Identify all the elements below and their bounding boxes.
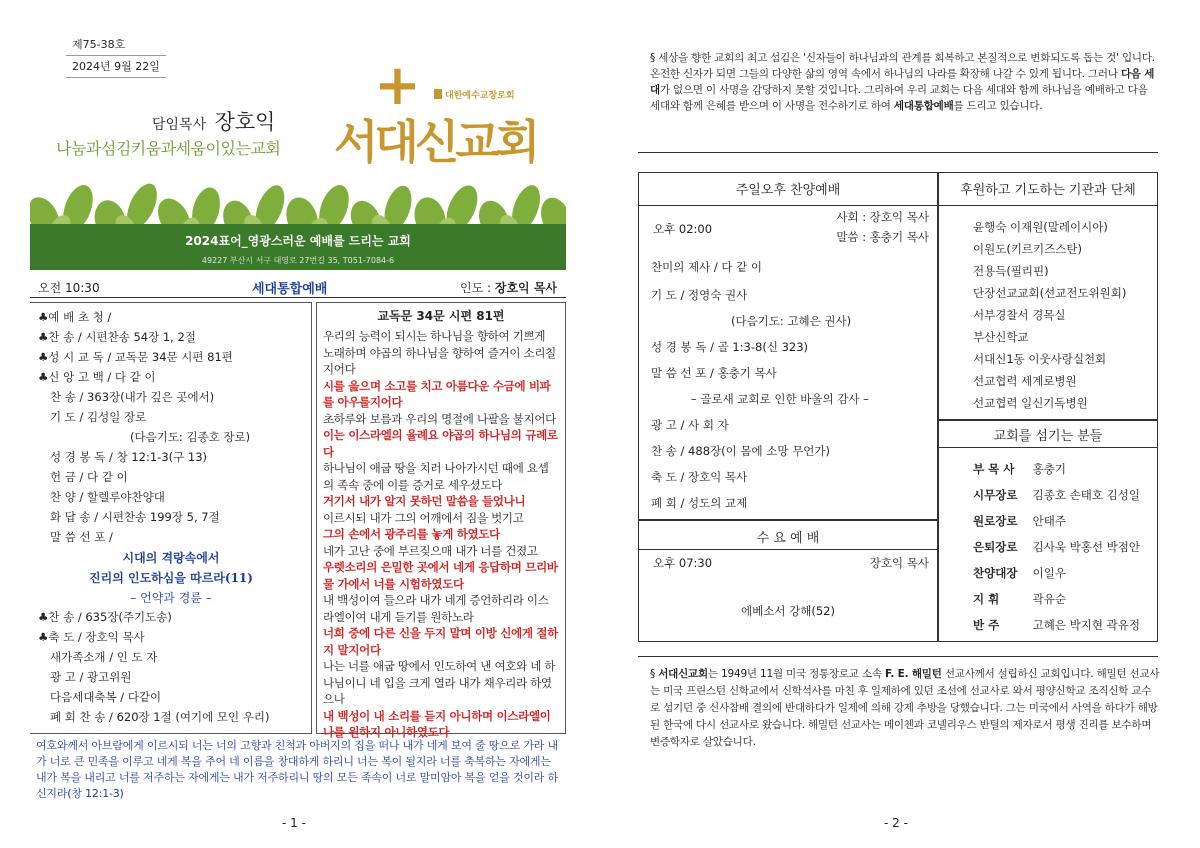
supported-org: 윤행숙 이재원(말레이시아) (973, 220, 1108, 234)
evening-item: 찬미의 제사 / 다 같 이 (651, 260, 763, 274)
church-name: 서대신교회 (334, 115, 537, 169)
reading-response: 내 백성이 내 소리를 듣지 아니하며 이스라엘이 나를 원하지 아니하였도다 (323, 708, 551, 739)
evening-preacher: 말씀 : 홍충기 목사 (836, 230, 929, 244)
evening-item: 폐 회 / 성도의 교제 (651, 496, 748, 510)
pastor-name: 장호익 (214, 110, 276, 134)
reading-title: 교독문 34문 시편 81편 (377, 309, 505, 323)
bulletin-page-1 (30, 28, 566, 828)
issue-date: 2024년 9월 22일 (66, 56, 166, 78)
evening-service-title: 주일오후 찬양예배 (735, 183, 841, 198)
server-row: 부 목 사 홍충기 (973, 462, 1066, 476)
reading-response: 우렛소리의 은밀한 곳에서 네게 응답하며 므리바 물 가에서 너를 시험하였도다 (323, 560, 558, 591)
evening-host: 사회 : 장호익 목사 (836, 210, 929, 224)
divider (939, 205, 1157, 206)
server-row: 시무장로 김종호 손태호 김성일 (973, 488, 1140, 502)
order-item: (다음기도: 김종호 장로) (130, 430, 251, 444)
server-row: 반 주 고혜은 박지현 곽유정 (973, 618, 1140, 632)
church-servers-box (938, 420, 1158, 642)
order-item: 찬 송 / 363장(내가 깊은 곳에서) (50, 390, 215, 404)
order-item: 기 도 / 김성일 장로 (50, 410, 147, 424)
order-item: 다음세대축복 / 다같이 (50, 690, 162, 704)
issue-number: 제75-38호 (66, 34, 166, 56)
church-slogan: 나눔과섬김키움과세움이있는교회 (56, 139, 281, 158)
sermon-subtitle: – 언약과 경륜 – (130, 591, 212, 605)
supported-orgs-title: 후원하고 기도하는 기관과 단체 (960, 183, 1136, 198)
wednesday-service-box (638, 520, 938, 642)
divider (639, 205, 937, 206)
divider (939, 447, 1157, 448)
reading-response: 이는 이스라엘의 율례요 야곱의 하나님의 규례로다 (323, 428, 558, 459)
order-item: 새가족소개 / 인 도 자 (50, 650, 158, 664)
reading-leader-line: 우리의 능력이 되시는 하나님을 향하여 기쁘게 노래하며 야곱의 하나님을 향하여 즐거이 소리칠지어다 (323, 329, 556, 376)
order-item: 찬 양 / 할렐루야찬양대 (50, 490, 165, 504)
order-item: 말 씀 선 포 / (50, 530, 113, 544)
server-row: 찬양대장 이일우 (973, 566, 1066, 580)
evening-item: – 골로새 교회로 인한 바울의 감사 – (691, 392, 869, 406)
worship-time: 오전 10:30 (38, 281, 100, 295)
supported-org: 단장선교교회(선교전도위원회) (973, 286, 1127, 300)
order-item: 화 답 송 / 시편찬송 199장 5, 7절 (50, 510, 220, 524)
order-item: ♣신 앙 고 백 / 다 같 이 (38, 370, 156, 384)
sermon-title-line-1: 시대의 격랑속에서 (122, 551, 220, 565)
memory-verse: 여호와께서 아브람에게 이르시되 너는 너의 고향과 친척과 아버지의 집을 떠나 내가 네게 보여 줄 땅으로 가라 내가 너로 큰 민족을 이루고 네게 복을 주어 네 이름을 창대하게 하리니 너는 복이 될지라 너를 축복하는 자에게는 내가 복을 내리고 너를 저주하는 자에게는 내가 저주하리니 땅의 모든 족속이 너로 말미암아 복을 얻을 것이라 하신지라(창 12:1-3) (36, 739, 558, 800)
evening-item: 말 씀 선 포 / 홍충기 목사 (651, 366, 777, 380)
denomination: 대한예수교장로회 (434, 88, 515, 101)
reading-response: 그의 손에서 광주리를 놓게 하였도다 (323, 527, 500, 541)
order-item: ♣축 도 / 장호익 목사 (38, 630, 145, 644)
evening-service-box (638, 172, 938, 520)
church-history-note: § 서대신교회는 1949년 11월 미국 정통장로교 소속 F. E. 해밀턴 선교사께서 설립하신 교회입니다. 해밀턴 선교사는 미국 프린스턴 신학교에서 신학석사를 마친 후 일제하에 있던 조선에 선교사로 와서 평양신학교 조직신학 교수로 섬기던 중 신사참배 결의에 반대하다가 일제에 의해 강제 추방을 당했습니다. 그는 미국에서 사역을 하다가 해방된 한국에 다시 선교사로 왔습니다. 해밀턴 선교사는 메이첸과 코넬리우스 반틸의 제자로서 평생 진리를 보수하며 변증학자로 살았습니다. (650, 668, 1160, 748)
evening-item: 축 도 / 장호익 목사 (651, 470, 748, 484)
supported-org: 전용득(필리핀) (973, 264, 1049, 278)
reading-response: 거기서 내가 알지 못하던 말씀을 들었나니 (323, 494, 526, 508)
supported-org: 선교협력 세계로병원 (973, 374, 1077, 388)
wednesday-time: 오후 07:30 (653, 556, 713, 570)
order-item: 폐 회 찬 송 / 620장 1절 (여기에 모인 우리) (50, 710, 270, 724)
supported-org: 서부경찰서 경목실 (973, 308, 1066, 322)
supported-orgs-box (938, 172, 1158, 420)
supported-org: 선교협력 일신기독병원 (973, 396, 1088, 410)
reading-response: 시를 읊으며 소고를 치고 아름다운 수금에 비파를 아우를지어다 (323, 378, 551, 409)
order-item: 헌 금 / 다 같 이 (50, 470, 128, 484)
cross-icon: + (374, 52, 421, 118)
reading-leader-line: 이르시되 내가 그의 어깨에서 짐을 벗기고 (323, 510, 524, 525)
supported-org: 서대신1동 이웃사랑실천회 (973, 352, 1107, 366)
supported-org: 부산신학교 (973, 330, 1029, 344)
worship-header (30, 276, 566, 298)
evening-item: 성 경 봉 독 / 골 1:3-8(신 323) (651, 340, 809, 354)
order-item: ♣성 시 교 독 / 교독문 34문 시편 81편 (38, 350, 233, 364)
senior-pastor (152, 106, 275, 136)
wednesday-subject: 에베소서 강해(52) (741, 604, 835, 618)
order-item: ♣예 배 초 청 / (38, 310, 112, 324)
church-logo (322, 52, 562, 182)
reading-body (323, 328, 559, 741)
reading-leader-line: 하나님이 애굽 땅을 치러 나아가시던 때에 요셉의 족속 중에 이를 증거로 세우셨도다 (323, 461, 549, 492)
reading-leader-line: 내 백성이여 들으라 내가 네게 증언하리라 이스라엘이여 내게 듣기를 원하노라 (323, 593, 549, 624)
divider (638, 656, 1158, 657)
divider (639, 549, 937, 550)
divider (638, 152, 1158, 153)
responsive-reading (316, 302, 566, 739)
reading-leader-line: 초하루와 보름과 우리의 명절에 나팔을 불지어다 (323, 411, 556, 426)
church-address: 49227 부산시 서구 대영로 27번길 35, T051-7084-6 (201, 256, 395, 265)
supported-org: 이원도(키르키즈스탄) (973, 242, 1082, 256)
order-item: ♣찬 송 / 시편찬송 54장 1, 2절 (38, 330, 196, 344)
pastor-label: 담임목사 (152, 117, 207, 133)
worship-title: 세대통합예배 (252, 282, 328, 297)
order-item: 광 고 / 광고위원 (50, 670, 132, 684)
order-item: 성 경 봉 독 / 창 12:1-3(구 13) (50, 450, 208, 464)
denomination-mark-icon (434, 89, 442, 99)
page-number-2: - 2 - (884, 816, 908, 830)
reading-leader-line: 나는 너를 애굽 땅에서 인도하여 낸 여호와 네 하나님이니 네 입을 크게 열라 내가 채우리라 하였으나 (323, 659, 556, 706)
server-row: 원로장로 안태주 (973, 514, 1066, 528)
evening-item: 기 도 / 정영숙 권사 (651, 288, 748, 302)
evening-item: (다음기도: 고혜은 권사) (731, 314, 852, 328)
order-of-worship (30, 302, 312, 734)
evening-item: 찬 송 / 488장(이 몸에 소망 무언가) (651, 444, 830, 458)
reading-response: 너희 중에 다른 신을 두지 말며 이방 신에게 절하지 말지어다 (323, 626, 558, 657)
church-servers-title: 교회를 섬기는 분들 (993, 429, 1103, 444)
order-item: ♣찬 송 / 635장(주기도송) (38, 610, 172, 624)
motto-title: 2024표어_영광스러운 예배를 드리는 교회 (185, 234, 411, 248)
page-number-1: - 1 - (282, 816, 306, 830)
wednesday-service-title: 수 요 예 배 (756, 531, 820, 546)
evening-item: 광 고 / 사 회 자 (651, 418, 729, 432)
sermon-title-line-2: 진리의 인도하심을 따르라(11) (89, 571, 253, 585)
worship-leader: 인도 : 장호익 목사 (460, 281, 558, 295)
wednesday-leader: 장호익 목사 (869, 556, 929, 570)
reading-leader-line: 네가 고난 중에 부르짖으매 내가 너를 건졌고 (323, 543, 538, 558)
server-row: 지 휘 곽유순 (973, 592, 1066, 606)
issue-info (66, 34, 166, 78)
server-row: 은퇴장로 김사욱 박홍선 박점안 (973, 540, 1140, 554)
motto-banner (30, 224, 566, 270)
intro-paragraph: § 세상을 향한 교회의 최고 섬김은 '신자들이 하나님과의 관계를 회복하고 본질적으로 변화되도록 돕는 것' 입니다. 온전한 신자가 되면 그들의 다양한 삶의 영역 속에서 하나님의 나라를 확장해 나갈 수 있게 됩니다. 그러나 다음 세대가 없으면 이 사명을 감당하지 못할 것입니다. 그리하여 우리 교회는 다음 세대와 함께 하나님을 예배하고 다음 세대와 함께 은혜를 받으며 이 사명을 전수하기로 하여 세대통합예배를 드리고 있습니다. (650, 52, 1155, 112)
evening-time: 오후 02:00 (653, 222, 713, 236)
